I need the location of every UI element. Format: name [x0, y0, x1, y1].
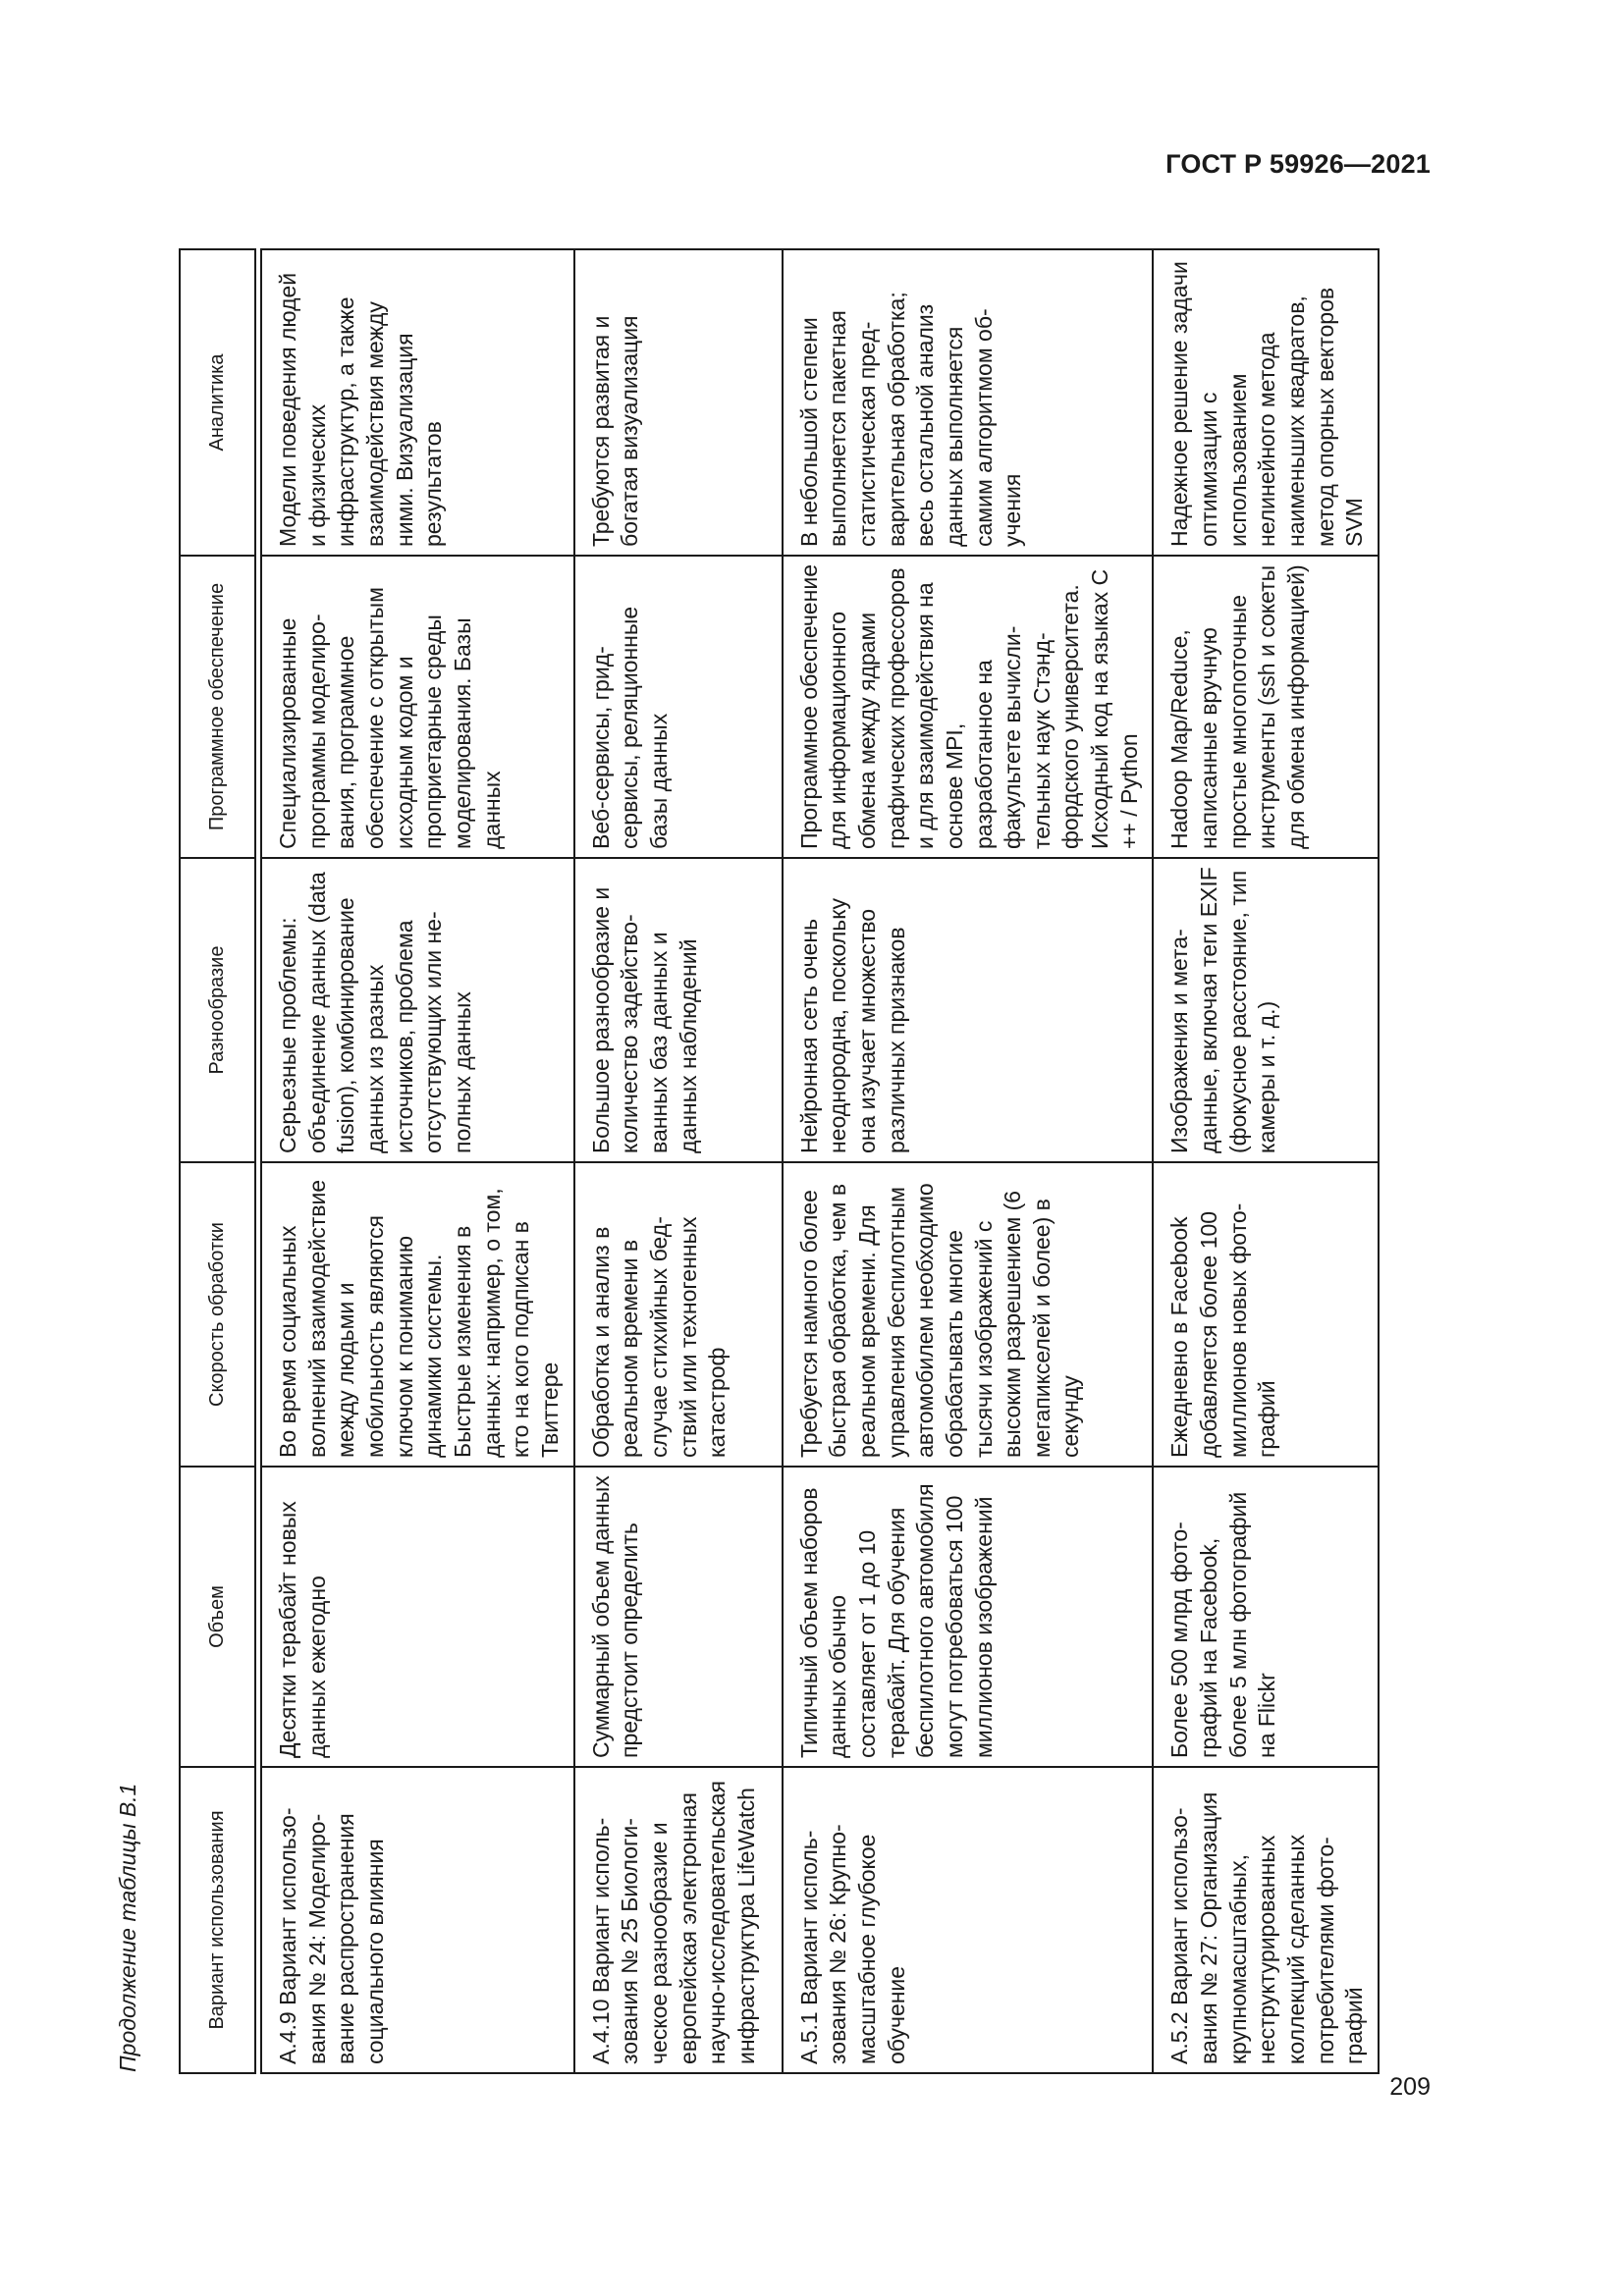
cell-velocity: Требуется намного более быстрая обработка, чем в реальном времени. Для управления беспилотным автомобилем необходимо обрабатывать многие тысячи изображений с высоким разрешением (6 мегапикселей и более) в секунду	[783, 1162, 1154, 1467]
cell-velocity: Во время социальных волнений взаимодействие между людьми и мобильность являются ключом к пониманию динамики системы. Быстрые изменения в данных: например, о том, кто на кого подписан в Твиттере	[261, 1162, 574, 1467]
cell-analytics: Надежное решение задачи оптимизации с использованием нелинейного метода наименьших квадратов, метод опорных векторов SVM	[1153, 249, 1379, 556]
cell-analytics: Требуются развитая и богатая визуализация	[574, 249, 783, 556]
column-header-variety: Разнообразие	[180, 858, 255, 1162]
cell-software: Программное обеспечение для информационного обмена между ядрами графических профессоров и для взаимодействия на основе MPI, разработанное на факультете вычислительных наук Стэндфордского университета. Исходный код на языках С ++ / Python	[783, 556, 1154, 858]
cell-use-case: А.5.2 Вариант использования № 27: Организация крупномасштабных, неструктурированных коллекций сделанных потребителями фотографий	[1153, 1767, 1379, 2073]
standard-designation: ГОСТ Р 59926—2021	[1165, 149, 1431, 179]
cell-velocity: Ежедневно в Facebook добавляется более 100 миллионов новых фотографий	[1153, 1162, 1379, 1467]
cell-variety: Большое разнообразие и количество задействованных баз данных и данных наблюдений	[574, 858, 783, 1162]
cell-variety: Изображения и метаданные, включая теги EXIF (фокусное расстояние, тип камеры и т. д.)	[1153, 858, 1379, 1162]
cell-analytics: В небольшой степени выполняется пакетная статистическая предварительная обработка; весь остальной анализ данных выполняется самим алгоритмом обучения	[783, 249, 1154, 556]
cell-software: Специализированные программы моделирования, программное обеспечение с открытым исходным кодом и проприетарные среды моделирования. Базы данных	[261, 556, 574, 858]
cell-software: Веб-сервисы, грид-сервисы, реляционные базы данных	[574, 556, 783, 858]
table-row	[574, 249, 783, 2073]
cell-use-case: А.4.9 Вариант использования № 24: Моделирование распространения социального влияния	[261, 1767, 574, 2073]
rotated-table-area	[105, 209, 1368, 2074]
cell-variety: Серьезные проблемы: объединение данных (data fusion), комбинирование данных из разных источников, проблема отсутствующих или неполных данных	[261, 858, 574, 1162]
table-header-row	[180, 249, 255, 2073]
column-header-software: Программное обеспечение	[180, 556, 255, 858]
cell-use-case: А.5.1 Вариант использования № 26: Крупномасштабное глубокое обучение	[783, 1767, 1154, 2073]
cell-volume: Типичный объем наборов данных обычно составляет от 1 до 10 терабайт. Для обучения беспилотного автомобиля могут потребоваться 100 миллионов изображений	[783, 1467, 1154, 1767]
column-header-velocity: Скорость обработки	[180, 1162, 255, 1467]
table-caption: Продолжение таблицы В.1	[115, 1783, 140, 2072]
cell-variety: Нейронная сеть очень неоднородна, поскольку она изучает множество различных признаков	[783, 858, 1154, 1162]
cell-software: Hadoop Map/Reduce, написанные вручную простые многопоточные инструменты (ssh и сокеты для обмена информацией)	[1153, 556, 1379, 858]
column-header-volume: Объем	[180, 1467, 255, 1767]
cell-use-case: А.4.10 Вариант использования № 25 Биологическое разнообразие и европейская электронная научно-исследовательская инфраструктура LifeWatch	[574, 1767, 783, 2073]
cell-analytics: Модели поведения людей и физических инфраструктур, а также взаимодействия между ними. Визуализация результатов	[261, 249, 574, 556]
table-row	[261, 249, 574, 2073]
table-row	[783, 249, 1154, 2073]
column-header-use-case: Вариант использования	[180, 1767, 255, 2073]
cell-volume: Суммарный объем данных предстоит определить	[574, 1467, 783, 1767]
column-header-analytics: Аналитика	[180, 249, 255, 556]
page-number: 209	[1389, 2073, 1431, 2101]
data-table	[179, 248, 1380, 2074]
cell-volume: Более 500 млрд фотографий на Facebook, более 5 млн фотографий на Flickr	[1153, 1467, 1379, 1767]
cell-volume: Десятки терабайт новых данных ежегодно	[261, 1467, 574, 1767]
cell-velocity: Обработка и анализ в реальном времени в случае стихийных бедствий или техногенных катастроф	[574, 1162, 783, 1467]
table-row	[1153, 249, 1379, 2073]
